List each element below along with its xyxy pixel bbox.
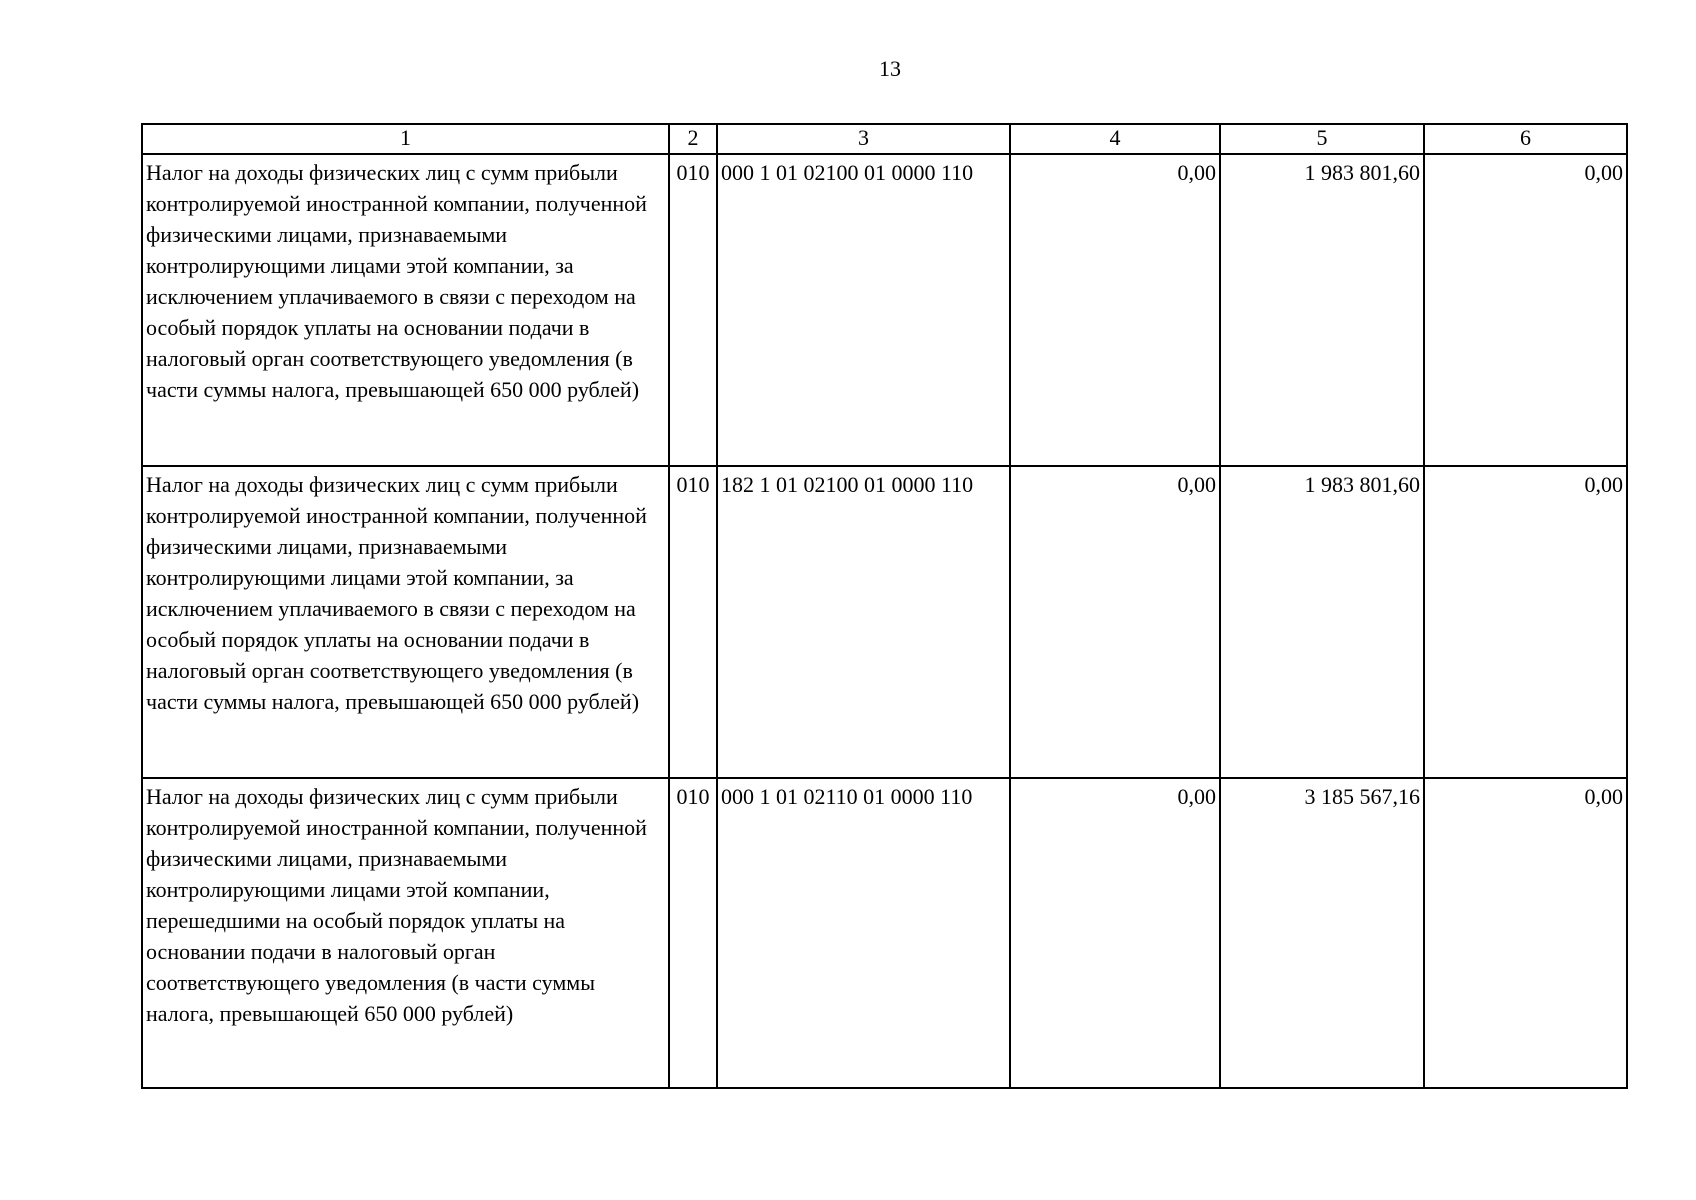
column-header-4: 4 xyxy=(1010,124,1220,154)
row-name: Налог на доходы физических лиц с сумм прибыли контролируемой иностранной компании, полученной физическими лицами, признаваемыми контролирующими лицами этой компании, за исключением уплачиваемого в связи с переходом на особый порядок уплаты на основании подачи в налоговый орган соответствующего уведомления (в части суммы налога, превышающей 650 000 рублей) xyxy=(142,154,669,466)
column-header-3: 3 xyxy=(717,124,1010,154)
column-header-6: 6 xyxy=(1424,124,1627,154)
row-budget-code: 000 1 01 02100 01 0000 110 xyxy=(717,154,1010,466)
row-name: Налог на доходы физических лиц с сумм прибыли контролируемой иностранной компании, полученной физическими лицами, признаваемыми контролирующими лицами этой компании, перешедшими на особый порядок уплаты на основании подачи в налоговый орган соответствующего уведомления (в части суммы налога, превышающей 650 000 рублей) xyxy=(142,778,669,1088)
row-budget-code: 000 1 01 02110 01 0000 110 xyxy=(717,778,1010,1088)
row-value-col5: 3 185 567,16 xyxy=(1220,778,1424,1088)
row-value-col4: 0,00 xyxy=(1010,778,1220,1088)
row-value-col5: 1 983 801,60 xyxy=(1220,154,1424,466)
row-value-col6: 0,00 xyxy=(1424,154,1627,466)
row-value-col6: 0,00 xyxy=(1424,466,1627,778)
page-number: 13 xyxy=(879,56,901,81)
row-value-col4: 0,00 xyxy=(1010,154,1220,466)
row-budget-code: 182 1 01 02100 01 0000 110 xyxy=(717,466,1010,778)
column-header-2: 2 xyxy=(669,124,717,154)
table-row xyxy=(142,466,1627,778)
table-header-row xyxy=(142,124,1627,154)
column-header-1: 1 xyxy=(142,124,669,154)
row-name: Налог на доходы физических лиц с сумм прибыли контролируемой иностранной компании, полученной физическими лицами, признаваемыми контролирующими лицами этой компании, за исключением уплачиваемого в связи с переходом на особый порядок уплаты на основании подачи в налоговый орган соответствующего уведомления (в части суммы налога, превышающей 650 000 рублей) xyxy=(142,466,669,778)
row-value-col5: 1 983 801,60 xyxy=(1220,466,1424,778)
row-line-code: 010 xyxy=(669,154,717,466)
table-row xyxy=(142,778,1627,1088)
row-value-col4: 0,00 xyxy=(1010,466,1220,778)
row-line-code: 010 xyxy=(669,466,717,778)
table-row xyxy=(142,154,1627,466)
column-header-5: 5 xyxy=(1220,124,1424,154)
report-table xyxy=(141,123,1628,1089)
row-value-col6: 0,00 xyxy=(1424,778,1627,1088)
row-line-code: 010 xyxy=(669,778,717,1088)
